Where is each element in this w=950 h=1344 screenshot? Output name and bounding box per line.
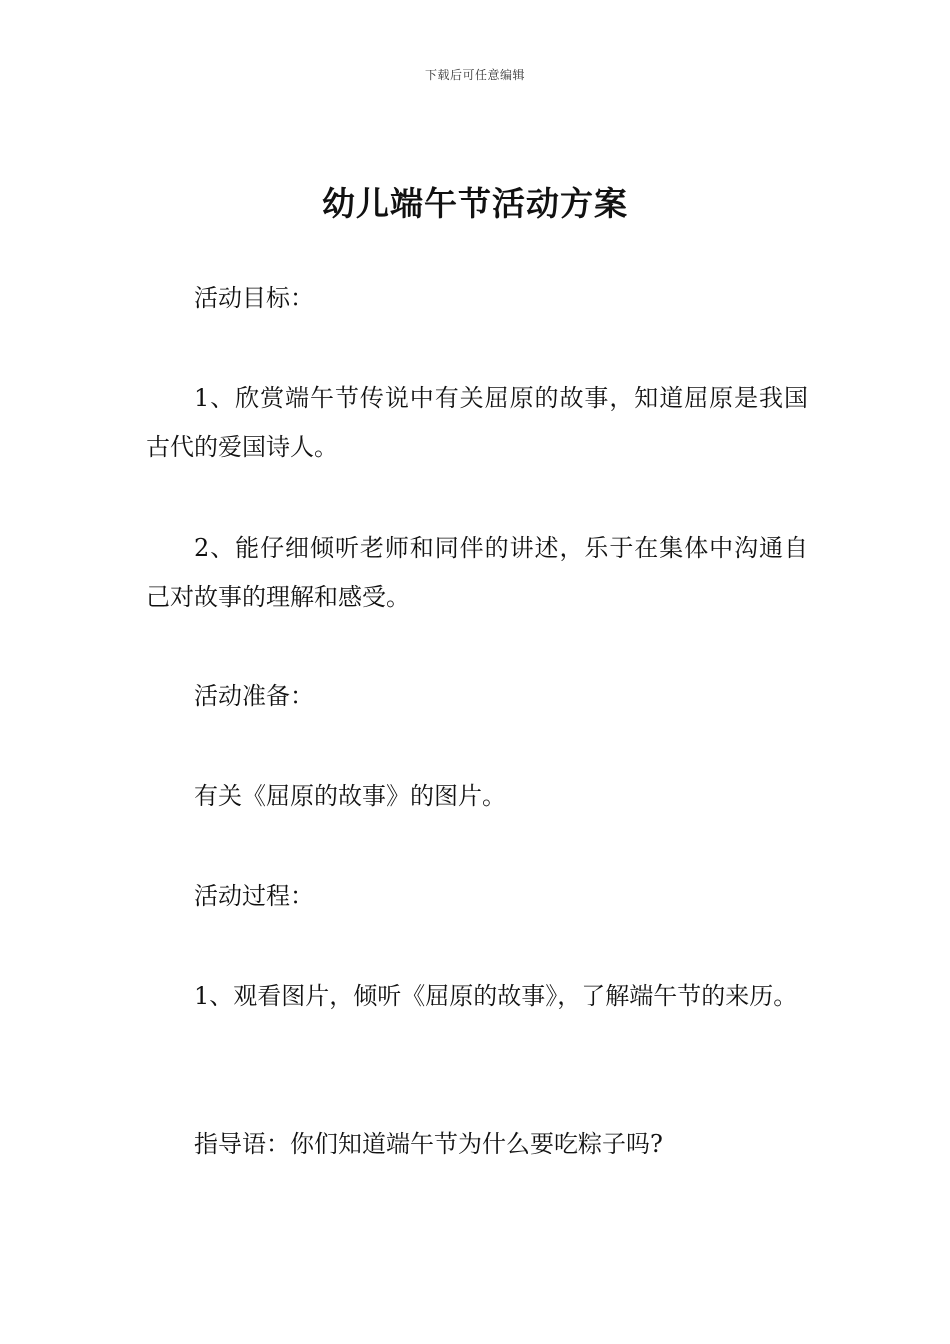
body-block-7 xyxy=(146,972,808,1021)
body-block-4 xyxy=(146,672,808,721)
section-heading-goals: 活动目标： xyxy=(194,284,314,312)
body-block-1 xyxy=(146,274,808,323)
body-block-5 xyxy=(146,772,808,821)
body-block-2 xyxy=(146,374,808,472)
goal-item-1: 1、欣赏端午节传说中有关屈原的故事，知道屈原是我国古代的爱国诗人。 xyxy=(146,384,808,461)
preparation-item: 有关《屈原的故事》的图片。 xyxy=(194,782,506,810)
body-block-6 xyxy=(146,872,808,921)
section-heading-process: 活动过程： xyxy=(194,882,314,910)
guidance-question: 指导语：你们知道端午节为什么要吃粽子吗? xyxy=(194,1130,663,1158)
document-title: 幼儿端午节活动方案 xyxy=(322,184,628,223)
section-heading-preparation: 活动准备： xyxy=(194,682,314,710)
body-block-3 xyxy=(146,524,808,622)
header-note: 下载后可任意编辑 xyxy=(424,68,525,82)
body-block-8 xyxy=(146,1120,808,1169)
goal-item-2: 2、能仔细倾听老师和同伴的讲述，乐于在集体中沟通自己对故事的理解和感受。 xyxy=(146,534,808,611)
process-item-1: 1、观看图片，倾听《屈原的故事》，了解端午节的来历。 xyxy=(194,982,798,1010)
